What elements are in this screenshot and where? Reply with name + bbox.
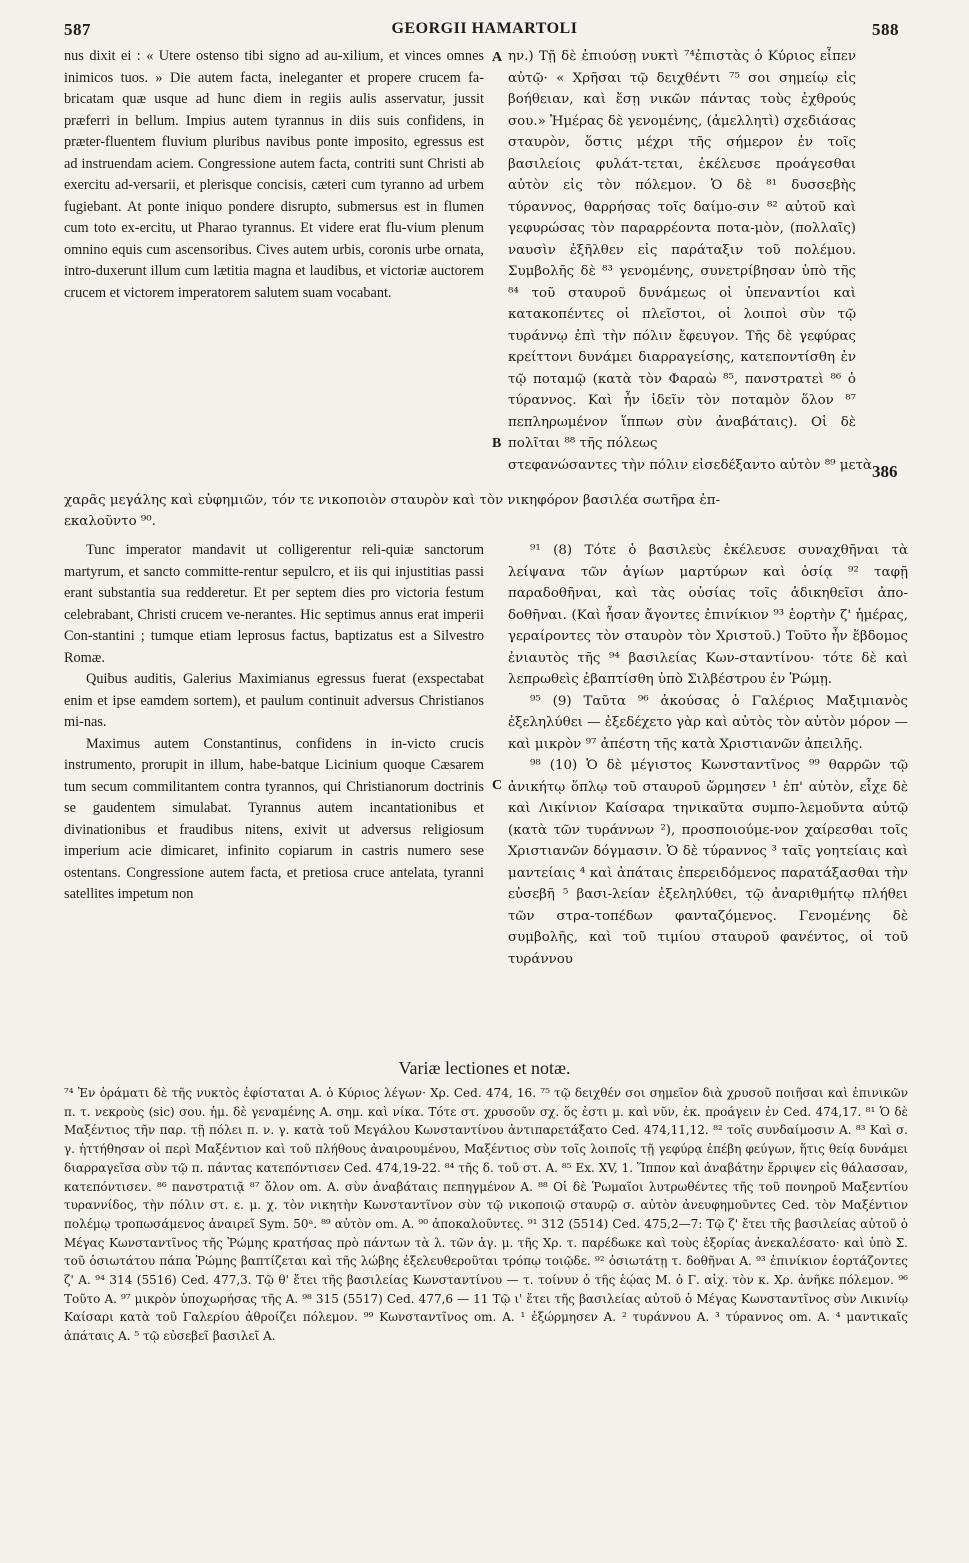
- full-width-line: χαρᾶς μεγάλης καὶ εὐφημιῶν, τόν τε νικοποιὸν σταυρὸν καὶ τὸν νικηφόρον βασιλέα σωτῆρα ἐπ-: [64, 493, 721, 508]
- margin-number: 386: [872, 462, 898, 481]
- greek-paragraph: ⁹⁵ (9) Ταῦτα ⁹⁶ ἀκούσας ὁ Γαλέριος Μαξιμιανὸς ἐξεληλύθει — ἐξεδέχετο γὰρ καὶ αὐτὸς τὸν αὐτὸν μόρον — καὶ μικρὸν ⁹⁷ ἀπέστη τῆς κατὰ Χριστιανῶν ἀπειλῆς.: [508, 693, 908, 752]
- notes-text: ⁷⁴ Ἐν ὁράματι δὲ τῆς νυκτὸς ἐφίσταται A. ὁ Κύριος λέγων· Χρ. Ced. 474, 16. ⁷⁵ τῷ δειχθέν σοι σημεῖον διὰ χρυσοῦ ποιῆσαι καὶ ἐπινικῶν π. τ. νεκροὺς (sic) σου. ἡμ. δὲ γεναμένης A. σημ. καὶ νίκα. Τότε στ. χρυσοῦν σχ. ὅς ἐστι μ. καὶ νῦν, ἐκ. προάγειν ἐν Ced. 474,17. ⁸¹ Ὁ δὲ Μαξέντιος τῆν παρ. τῇ πόλει π. ν. γ. κατὰ τοῦ Μεγάλου Κωνσταντίνου ἀντιπαρετάξατο Ced. 474,11,12. ⁸² τοῖς συνδαίμοσιν A. ⁸³ Καὶ σ. γ. ἡττήθησαν οἱ περὶ Μαξέντιον καὶ τοῦ πλήθους ἀναιρουμένου, Μαξέντιος σὺν τοῖς λοιποῖς τῇ γεφύρᾳ ἐπέβη φεύγων, ἥτις θείᾳ δυνάμει διαρραγεῖσα σὺν τῷ π. πάντας κατεπόντισεν Ced. 474,19-22. ⁸⁴ τῆς δ. τοῦ στ. A. ⁸⁵ Ex. XV, 1. Ἵππον καὶ ἀναβάτην ἔρριψεν εἰς θάλασσαν, κατεπόντισεν. ⁸⁶ πανστρατιᾷ ⁸⁷ ὅλον om. A. σὺν ἀναβάταις πεπηγμένον A. ⁸⁸ Οἱ δὲ Ῥωμαῖοι λυτρωθέντες τῆς τοῦ πονηροῦ Μαξεντίου τυραννίδος, τὴν πόλιν στ. ε. μ. χ. τὸν νικητὴν Κωνσταντῖνον σὺν τῷ νικοποιῷ σταυρῷ σ. αὐτὸν ἀνευφημοῦντες Ced. τὸν Μαξέντιον πολέμῳ τροπωσάμενος ἀναιρεῖ Sym. 50ᵃ. ⁸⁹ αὐτὸν om. A. ⁹⁰ ἀποκαλοῦντες. ⁹¹ 312 (5514) Ced. 475,2—7: Τῷ ζ' ἔτει τῆς βασιλείας αὐτοῦ ὁ Μέγας Κωνσταντῖνος τῆς Ῥώμης κρατήσας πρὸ πάντων τὰ λ. τῶν ἁγ. μ. τῆς Χρ. τ. παρέδωκε καὶ τοὺς ἐξορίας ἀνεκαλέσατο· καὶ ὑπὸ Σ. τοῦ ὁσιωτάτου πάπα Ῥώμης βαπτίζεται καὶ τῆς λώβης ἐξελευθεροῦται τρόπῳ τοιῷδε. ⁹² ὁσιωτάτῃ τ. δοθῆναι A. ⁹³ ἐπινίκιον ἑορτάζοντες ζ' A. ⁹⁴ 314 (5516) Ced. 477,3. Τῷ θ' ἔτει τῆς βασιλείας Κωνσταντίνου — τ. τοίνυν ὁ τῆς ἑῴας M. ὁ Γ. αἰχ. τὸν κ. Χρ. ἀνῆκε πόλεμον. ⁹⁶ Τοῦτο A. ⁹⁷ μικρὸν ὑποχωρήσας τῆς A. ⁹⁸ 315 (5517) Ced. 477,6 — 11 Τῷ ι' ἔτει τῆς βασιλείας αὐτοῦ ὁ Μέγας Κωνσταντῖνος σὺν Λικινίῳ Καίσαρι κατὰ τοῦ Γαλερίου ἀθροίζει πόλεμον. ⁹⁹ Κωνσταντῖνος om. A. ¹ ἐξώρμησεν A. ² τυράννου A. ³ τύραννος om. A. ⁴ μαντικαῖς ἀπάταις A. ⁵ τῷ εὐσεβεῖ βασιλεῖ A.: [64, 1086, 908, 1344]
- page-number-right: 588: [872, 20, 899, 39]
- greek-paragraph: ⁹⁸ (10) Ὁ δὲ μέγιστος Κωνσταντῖνος ⁹⁹ θαρρῶν τῷ ἀνικήτῳ ὅπλῳ τοῦ σταυροῦ ὥρμησεν ¹ ἐπ' αὐτὸν, εἶχε δὲ καὶ Λικίνιον Καίσαρα τηνικαῦτα συμπο-λεμοῦντα αὐτῷ (κατὰ τῶν τυράννων ²), προσποιούμε-νον χαίρεσθαι τοῖς Χριστιανῶν δόγμασιν. Ὁ δὲ τύραννος ³ ταῖς γοητείαις καὶ μαντείαις ⁴ καὶ ἀπάταις ἐπερειδόμενος παρατάξασθαι τὴν εὐσεβῆ ⁵ βασι-λείαν ἐξεληλύθει, τῷ ἀναριθμήτῳ πλήθει τῶν στρα-τοπέδων φανταζόμενος. Γενομένης δὲ συμβολῆς, καὶ τοῦ τιμίου σταυροῦ φανέντος, οἱ τοῦ τυράννου: [508, 758, 908, 967]
- latin-paragraph: Tunc imperator mandavit ut colligerentur reli-quiæ sanctorum martyrum, et sancto committe-rentur sepulcro, et iis qui injustitias passi erant substantia sua redderetur. Et per septem dies pro victoria festum celebrabant, Christi crucem ve-nerantes. Hic septimus annus erat imperii Con-stantini ; tumque etiam leprosus factus, baptizatus est a Silvestro Romæ.: [64, 542, 484, 666]
- full-width-line-continued: εκαλοῦντο ⁹⁰.: [64, 514, 156, 529]
- latin-paragraph: Quibus auditis, Galerius Maximianus egressus fuerat (exspectabat enim et ipse eamdem sortem), et paulum continuit adversus Christianos mi-nas.: [64, 671, 484, 730]
- latin-column-top: [64, 46, 484, 476]
- section-marker-a: A: [492, 50, 503, 65]
- section-marker-b: B: [492, 436, 502, 451]
- latin-column-bottom: [64, 540, 484, 1040]
- section-marker-c: C: [492, 778, 503, 793]
- running-title: GEORGII HAMARTOLI: [391, 20, 578, 37]
- latin-paragraph: Maximus autem Constantinus, confidens in in-victo crucis instrumento, prorupit in illum, habe-batque Licinium quoque Cæsarem tum secum commilitantem contra tyrannos, qui Christianorum doctrinis se gaudentem simulabat. Tyrannus autem incantationibus et divinationibus et fraudibus nitens, exivit ut adversus religiosum imperium acie dimicaret, infinito copiarum in castris numero sese ostentans. Congressione autem facta, et pretiosa cruce antelata, tyranni satellites impetum non: [64, 735, 484, 902]
- page-number-left: 587: [64, 20, 91, 39]
- latin-paragraph: nus dixit ei : « Utere ostenso tibi signo ad au-xilium, et vinces omnes inimicos tuos. » Die autem facta, ineleganter et propere crucem fa-bricatam quæ usque ad hunc diem in regiis aulis asservatur, jussit præferri in bellum. Impius autem tyrannus in diis suis confidens, in præter-fluentem fluvium pluribus navibus ponte imposito, egressus est ad instruendam aciem. Congressione autem facta, contriti sunt Christi ab exercitu ad-versarii, et plerisque concisis, cæteri cum tyranno ad urbem fugiebant. At ponte iniquo pondere disrupto, submersus est in flumen cum toto ex-ercitu, ut Pharao tyrannus. Et videre erat flu-vium plenum omnino equis cum ascensoribus. Cives autem urbis, coronis urbe ornata, intro-duxerunt illum cum lætitia magna et laudibus, et victoriæ auctorem crucem et victorem imperatorem salutem suam vocabant.: [64, 48, 484, 301]
- greek-paragraph: στεφανώσαντες τὴν πόλιν εἰσεδέξαντο αὐτὸν ⁸⁹ μετὰ: [508, 457, 872, 473]
- greek-paragraph: ⁹¹ (8) Τότε ὁ βασιλεὺς ἐκέλευσε συναχθῆναι τὰ λείψανα τῶν ἁγίων μαρτύρων καὶ ὁσίᾳ ⁹² ταφῇ παραδοθῆναι, καὶ τὰς οὐσίας τοῖς ἀδικηθεῖσι ἀπο-δοθῆναι. (Καὶ ἦσαν ἄγοντες ἐπινίκιον ⁹³ ἑορτὴν ζ' ἡμέρας, γεραίροντες τὸν σταυρὸν τὸν Χριστοῦ.) Τοῦτο ἦν ἕβδομος ἐνιαυτὸς τῆς ⁹⁴ βασιλείας Κων-σταντίνου· τότε δὲ καὶ λεπρωθεὶς ἐβαπτίσθη ὑπὸ Σιλβέστρου ἐν Ῥώμῃ.: [508, 543, 908, 687]
- greek-column-bottom: [508, 540, 908, 1040]
- notes-heading: Variæ lectiones et notæ.: [398, 1058, 571, 1078]
- greek-column-top: [508, 46, 908, 476]
- greek-paragraph: ην.) Τῇ δὲ ἐπιούσῃ νυκτὶ ⁷⁴ἐπιστὰς ὁ Κύριος εἶπεν αὐτῷ· « Χρῆσαι τῷ δειχθέντι ⁷⁵ σοι σημείῳ εἰς βοήθειαν, καὶ ἔσῃ νικῶν πάντας τοὺς ἐχθρούς σου.» Ἡμέρας δὲ γενομένης, (ἀμελλητὶ) σχεδιάσας σταυρὸν, ὅστις μέχρι τῆς σήμερον ἐν τοῖς βασιλείοις φυλάτ-τεται, ἐκέλευσε προάγεσθαι αὐτὸν εἰς τὸν πόλεμον. Ὁ δὲ ⁸¹ δυσσεβὴς τύραννος, θαρρήσας τοῖς δαίμο-σιν ⁸² αὐτοῦ καὶ γεφυρώσας τὸν παραρρέοντα ποτα-μὸν, (πολλαῖς) ναυσὶν ἐξῆλθεν εἰς παράταξιν τοῦ πολέμου. Συμβολῆς δὲ ⁸³ γενομένης, συνετρίβησαν ὑπὸ τῆς ⁸⁴ τοῦ σταυροῦ δυνάμεως οἱ ὑπεναντίοι καὶ κατακοπέντες οἱ πλεῖστοι, οἱ λοιποὶ σὺν τῷ τυράννῳ ἐπὶ τὴν πόλιν ἔφευγον. Τῆς δὲ γεφύρας κρείττονι δυνάμει διαρραγείσης, κατεποντίσθη ἐν τῷ ποταμῷ (κατὰ τὸν Φαραὼ ⁸⁵, πανστρατεὶ ⁸⁶ ὁ τύραννος. Καὶ ἦν ἰδεῖν τὸν ποταμὸν ὅλον ⁸⁷ πεπληρωμένον ἵππων σὺν ἀναβάταις). Οἱ δὲ πολῖται ⁸⁸ τῆς πόλεως: [508, 49, 856, 451]
